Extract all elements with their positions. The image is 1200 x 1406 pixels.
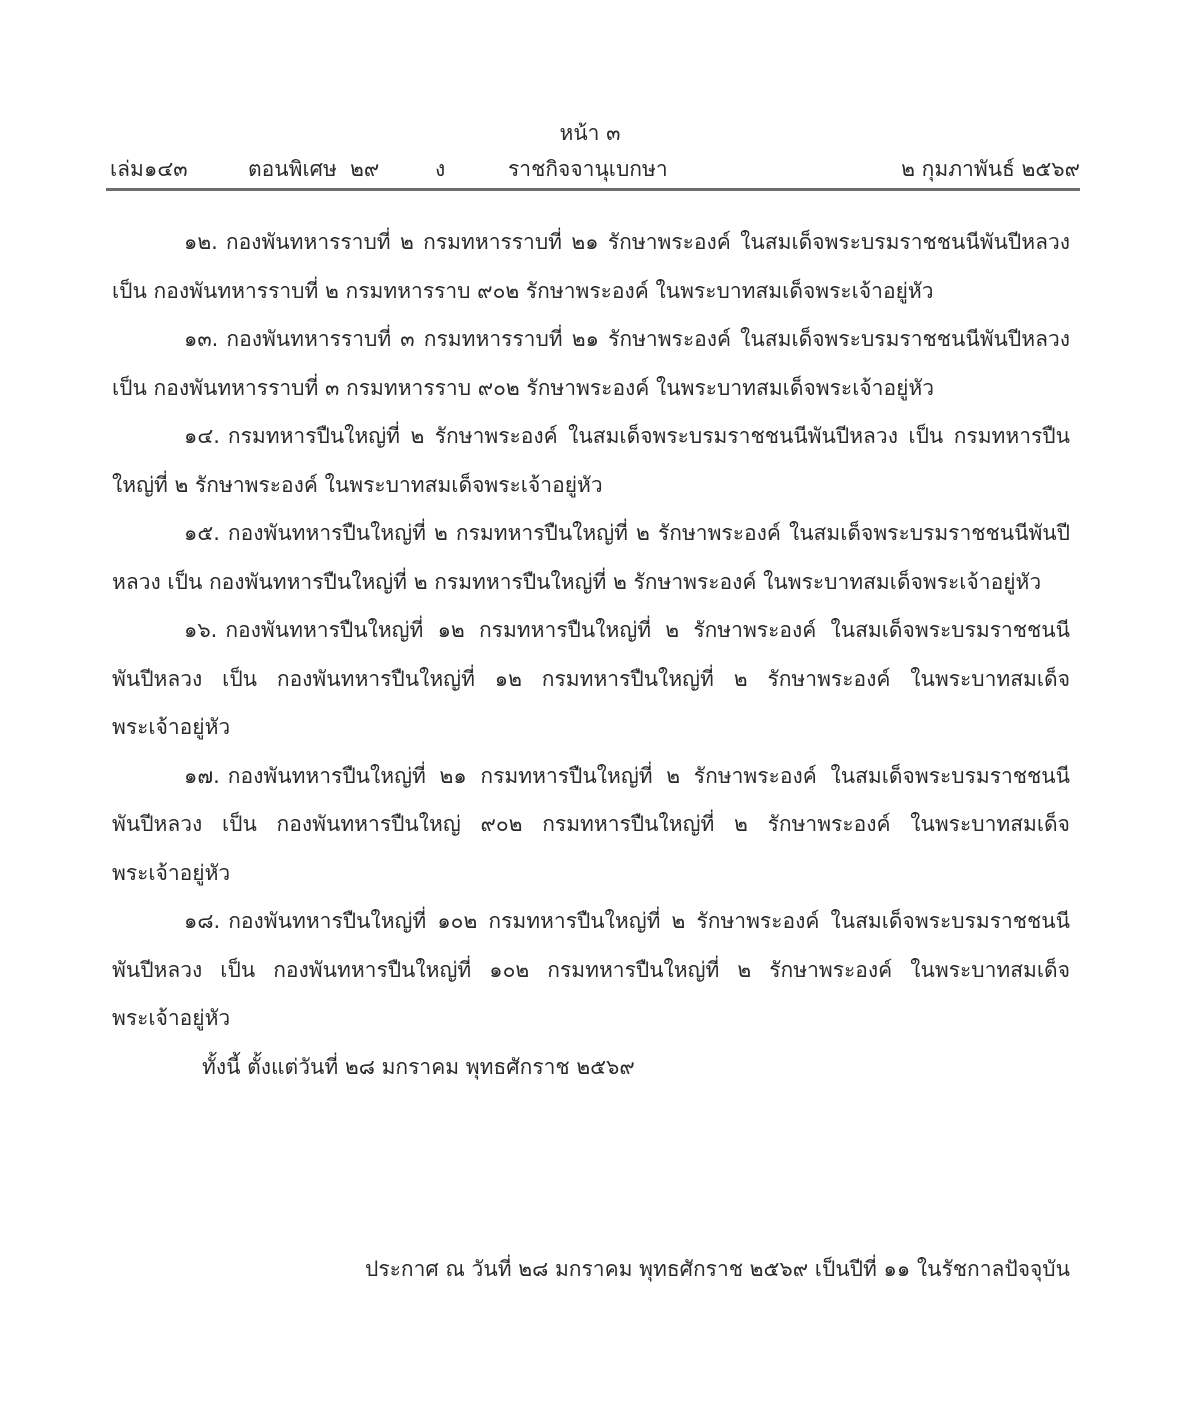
item-number: ๑๗. <box>184 763 220 788</box>
gazette-name: ราชกิจจานุเบกษา <box>508 157 668 181</box>
page-number: หน้า ๓ <box>559 121 621 145</box>
item-number: ๑๘. <box>184 909 221 933</box>
item-text: กองพันทหารปืนใหญ่ที่ ๑๐๒ กรมทหารปืนใหญ่ที่ ๒ รักษาพระองค์ ในสมเด็จพระบรมราชชนนีพันปีหลวง เป็น กองพันทหารปืนใหญ่ที่ ๑๐๒ กรมทหารปืนใหญ่ที่ ๒ รักษาพระองค์ ในพระบาทสมเด็จพระเจ้าอยู่หัว <box>112 909 1070 1030</box>
effective-date-statement: ทั้งนี้ ตั้งแต่วันที่ ๒๘ มกราคม พุทธศักราช ๒๕๖๙ <box>202 1054 635 1079</box>
item-text: กรมทหารปืนใหญ่ที่ ๒ รักษาพระองค์ ในสมเด็จพระบรมราชชนนีพันปีหลวง เป็น กรมทหารปืนใหญ่ที่ ๒ รักษาพระองค์ ในพระบาทสมเด็จพระเจ้าอยู่หัว <box>112 424 1070 497</box>
item-number: ๑๕. <box>184 521 220 545</box>
issue-number: ๒๙ <box>350 157 380 181</box>
list-item <box>112 752 1070 898</box>
item-number: ๑๔. <box>184 424 220 448</box>
item-text: กองพันทหารปืนใหญ่ที่ ๑๒ กรมทหารปืนใหญ่ที่ ๒ รักษาพระองค์ ในสมเด็จพระบรมราชชนนีพันปีหลวง เป็น กองพันทหารปืนใหญ่ที่ ๑๒ กรมทหารปืนใหญ่ที่ ๒ รักษาพระองค์ ในพระบาทสมเด็จพระเจ้าอยู่หัว <box>112 618 1070 739</box>
item-text: กองพันทหารราบที่ ๓ กรมทหารราบที่ ๒๑ รักษาพระองค์ ในสมเด็จพระบรมราชชนนีพันปีหลวง เป็น กองพันทหารราบที่ ๓ กรมทหารราบ ๙๐๒ รักษาพระองค์ ในพระบาทสมเด็จพระเจ้าอยู่หัว <box>112 327 1070 400</box>
volume-number: ๑๔๓ <box>144 157 188 181</box>
list-item <box>112 315 1070 412</box>
item-text: กองพันทหารปืนใหญ่ที่ ๒๑ กรมทหารปืนใหญ่ที่ ๒ รักษาพระองค์ ในสมเด็จพระบรมราชชนนีพันปีหลวง เป็น กองพันทหารปืนใหญ่ ๙๐๒ กรมทหารปืนใหญ่ที่ ๒ รักษาพระองค์ ในพระบาทสมเด็จพระเจ้าอยู่หัว <box>112 763 1070 885</box>
list-item <box>112 606 1070 752</box>
volume-label: เล่ม <box>110 157 144 181</box>
document-body <box>112 218 1070 1091</box>
list-item <box>112 509 1070 606</box>
list-item <box>112 412 1070 509</box>
header-divider <box>106 188 1080 191</box>
item-number: ๑๖. <box>184 618 218 642</box>
item-number: ๑๓. <box>184 327 219 351</box>
proclamation-line: ประกาศ ณ วันที่ ๒๘ มกราคม พุทธศักราช ๒๕๖๙ เป็นปีที่ ๑๑ ในรัชกาลปัจจุบัน <box>365 1257 1070 1281</box>
publication-date: ๒ กุมภาพันธ์ ๒๕๖๙ <box>901 157 1080 181</box>
item-number: ๑๒. <box>184 230 218 254</box>
issue-label: ตอนพิเศษ <box>248 157 337 181</box>
gazette-header <box>110 152 1080 186</box>
list-item <box>112 218 1070 315</box>
list-item <box>112 897 1070 1043</box>
item-text: กองพันทหารราบที่ ๒ กรมทหารราบที่ ๒๑ รักษาพระองค์ ในสมเด็จพระบรมราชชนนีพันปีหลวง เป็น กองพันทหารราบที่ ๒ กรมทหารราบ ๙๐๒ รักษาพระองค์ ในพระบาทสมเด็จพระเจ้าอยู่หัว <box>112 230 1070 303</box>
item-text: กองพันทหารปืนใหญ่ที่ ๒ กรมทหารปืนใหญ่ที่ ๒ รักษาพระองค์ ในสมเด็จพระบรมราชชนนีพันปีหลวง เป็น กองพันทหารปืนใหญ่ที่ ๒ กรมทหารปืนใหญ่ที่ ๒ รักษาพระองค์ ในพระบาทสมเด็จพระเจ้าอยู่หัว <box>112 521 1070 594</box>
section-letter: ง <box>435 157 446 181</box>
